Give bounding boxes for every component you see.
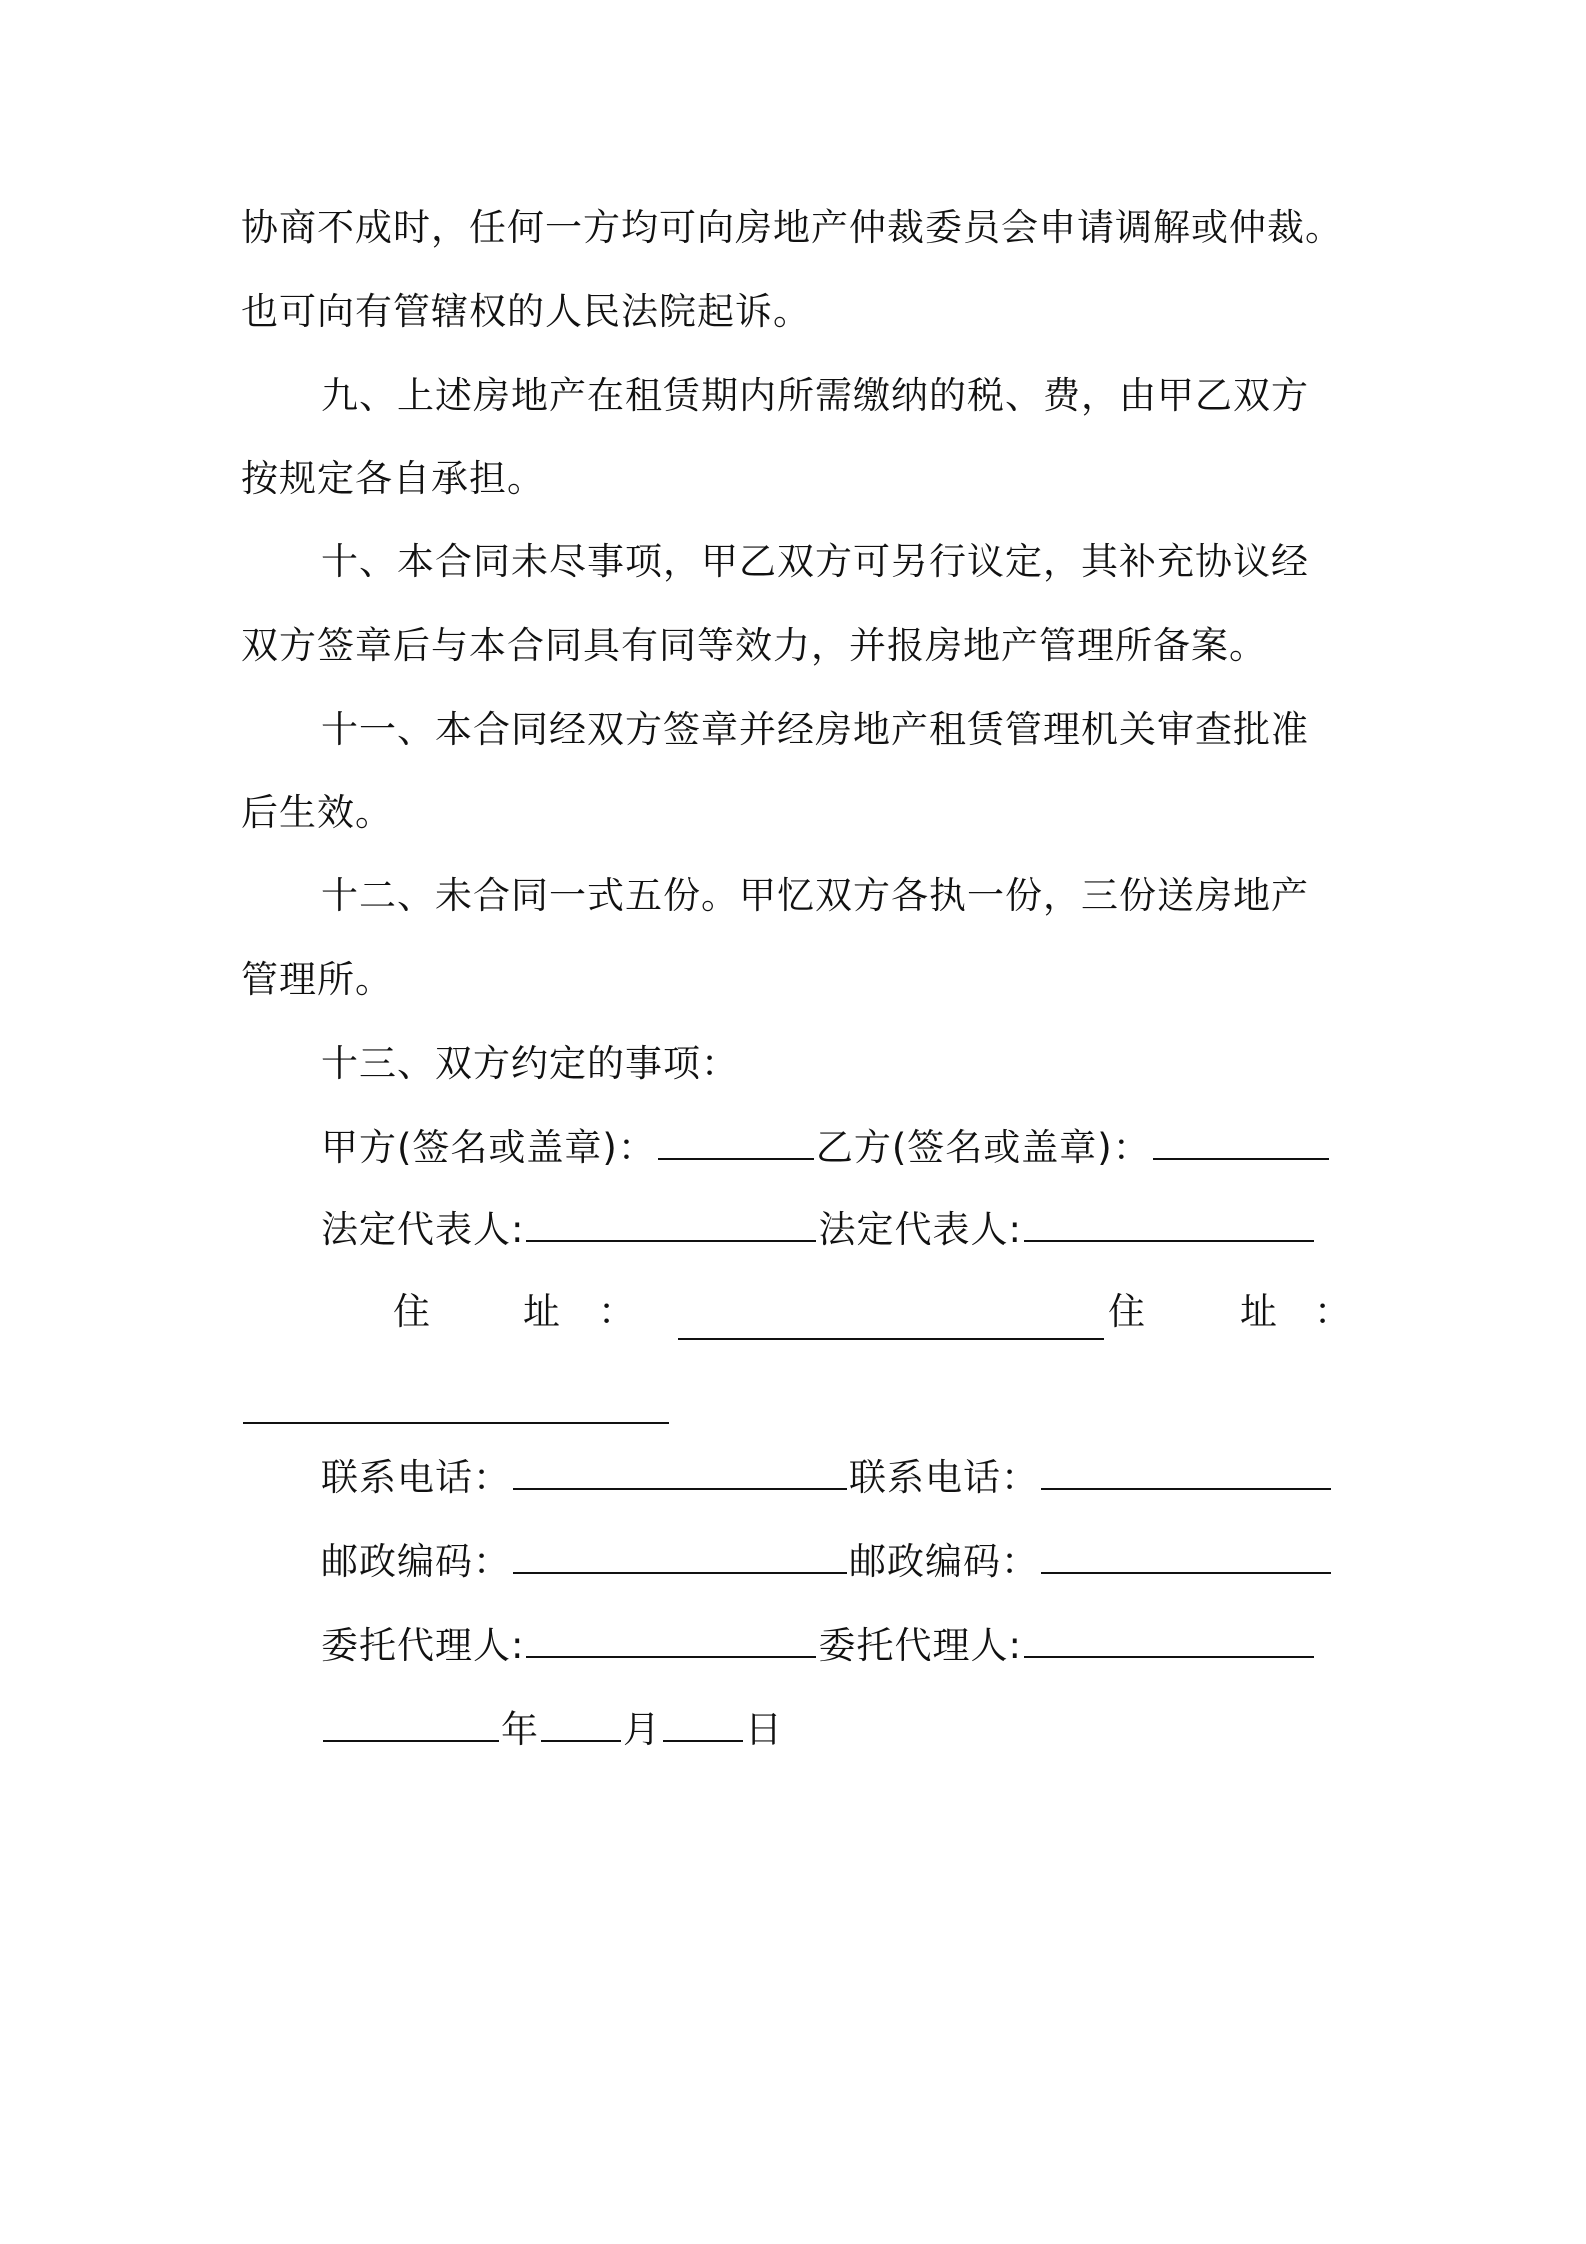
month-blank[interactable] xyxy=(541,1708,621,1742)
party-a-label: 甲方(签名或盖章)： xyxy=(321,1126,656,1169)
agent-b-label: 委托代理人: xyxy=(818,1624,1022,1667)
address-b-char-2: 址 xyxy=(1240,1290,1277,1333)
address-b-blank[interactable] xyxy=(243,1390,669,1424)
postal-a-label: 邮政编码： xyxy=(321,1540,511,1583)
postal-b-label: 邮政编码： xyxy=(849,1540,1039,1583)
address-a-char-2: 址 xyxy=(523,1290,560,1333)
phone-row xyxy=(321,1454,1361,1502)
address-a-char-1: 住 xyxy=(393,1290,430,1333)
signature-row xyxy=(321,1124,1361,1172)
agent-a-blank[interactable] xyxy=(526,1624,816,1658)
party-a-blank[interactable] xyxy=(658,1126,814,1160)
phone-b-blank[interactable] xyxy=(1041,1456,1331,1490)
phone-b-label: 联系电话： xyxy=(849,1456,1039,1499)
clause-10-line-1: 十、本合同未尽事项，甲乙双方可另行议定，其补充协议经 xyxy=(321,540,1309,583)
paragraph-8-line-1: 协商不成时，任何一方均可向房地产仲裁委员会申请调解或仲裁。 xyxy=(241,206,1343,249)
year-label: 年 xyxy=(501,1708,539,1751)
legal-rep-a-blank[interactable] xyxy=(526,1208,816,1242)
paragraph-8-line-2: 也可向有管辖权的人民法院起诉。 xyxy=(241,290,811,333)
clause-11-line-2: 后生效。 xyxy=(241,791,393,834)
address-a-colon: ： xyxy=(598,1290,635,1333)
year-blank[interactable] xyxy=(323,1708,499,1742)
address-a-blank[interactable] xyxy=(678,1306,1104,1340)
clause-9-line-2: 按规定各自承担。 xyxy=(241,457,545,500)
postal-row xyxy=(321,1538,1361,1586)
legal-rep-a-label: 法定代表人: xyxy=(321,1208,525,1251)
agent-b-blank[interactable] xyxy=(1024,1624,1314,1658)
address-b-char-1: 住 xyxy=(1108,1290,1145,1333)
clause-12-line-1: 十二、未合同一式五份。甲忆双方各执一份，三份送房地产 xyxy=(321,874,1309,917)
clause-9-line-1: 九、上述房地产在租赁期内所需缴纳的税、费，由甲乙双方 xyxy=(321,374,1309,417)
clause-10-line-2: 双方签章后与本合同具有同等效力，并报房地产管理所备案。 xyxy=(241,624,1267,667)
postal-b-blank[interactable] xyxy=(1041,1540,1331,1574)
date-row xyxy=(321,1706,1361,1754)
phone-a-label: 联系电话： xyxy=(321,1456,511,1499)
postal-a-blank[interactable] xyxy=(513,1540,847,1574)
agent-row xyxy=(321,1622,1361,1670)
legal-rep-b-label: 法定代表人: xyxy=(818,1208,1022,1251)
day-label: 日 xyxy=(745,1708,783,1751)
party-b-blank[interactable] xyxy=(1153,1126,1329,1160)
legal-rep-b-blank[interactable] xyxy=(1024,1208,1314,1242)
phone-a-blank[interactable] xyxy=(513,1456,847,1490)
clause-13-heading: 十三、双方约定的事项： xyxy=(321,1042,739,1085)
party-b-label: 乙方(签名或盖章)： xyxy=(815,1126,1151,1169)
legal-rep-row xyxy=(321,1206,1361,1254)
clause-11-line-1: 十一、本合同经双方签章并经房地产租赁管理机关审查批准 xyxy=(321,708,1309,751)
agent-a-label: 委托代理人: xyxy=(321,1624,525,1667)
address-b-colon: ： xyxy=(1314,1290,1351,1333)
clause-12-line-2: 管理所。 xyxy=(241,958,393,1001)
month-label: 月 xyxy=(623,1708,661,1751)
day-blank[interactable] xyxy=(663,1708,743,1742)
